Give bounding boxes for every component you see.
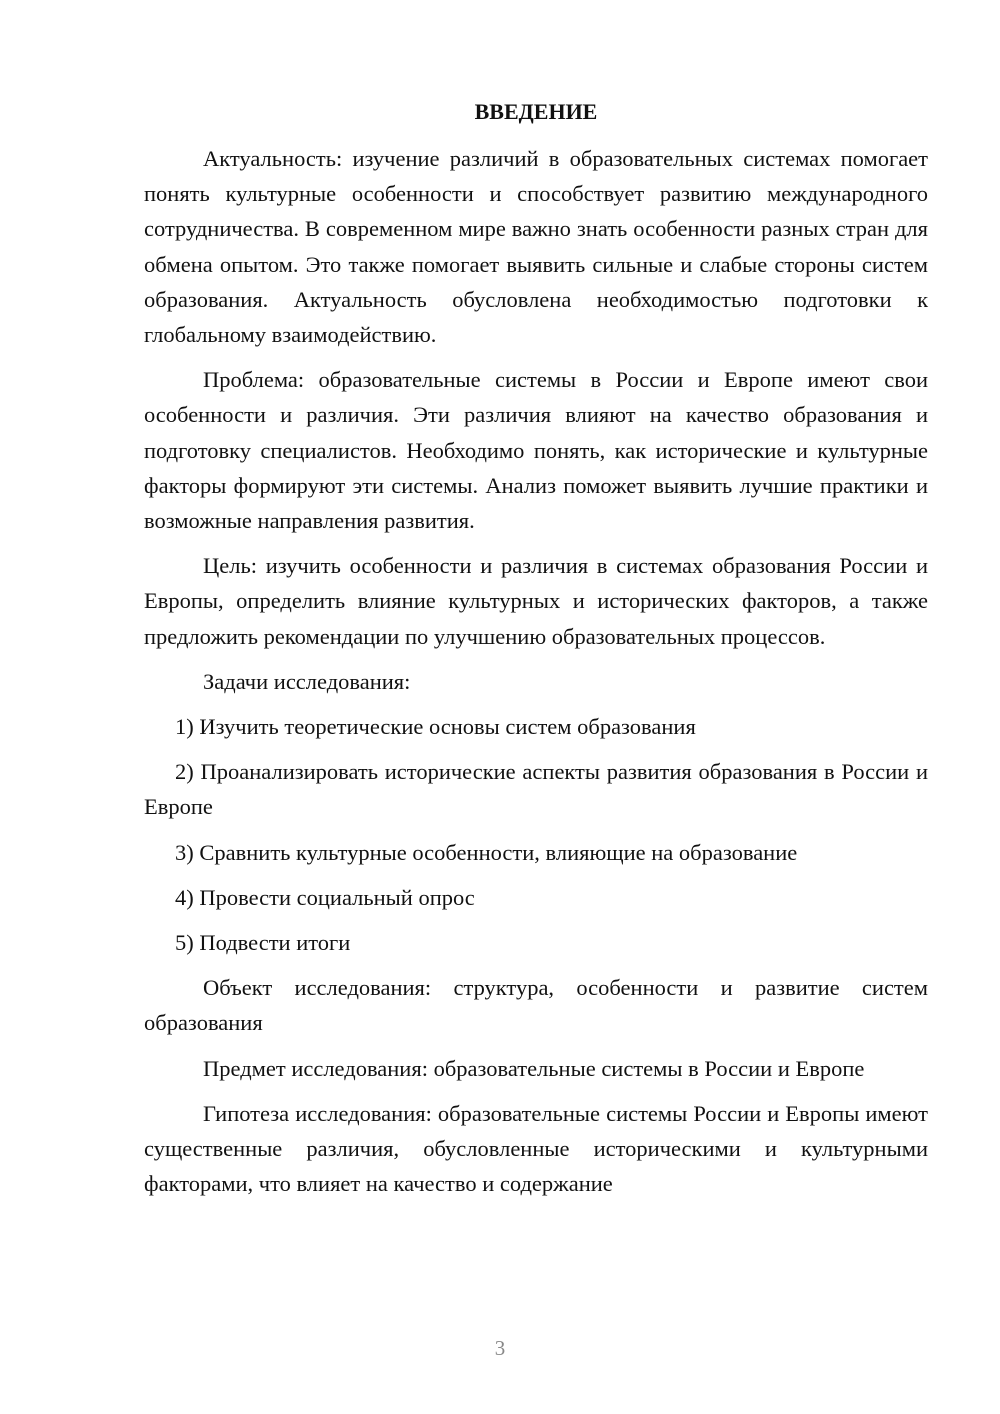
page-number: 3 [494,1336,506,1360]
task-item-4: 4) Провести социальный опрос [175,884,475,910]
page-content [144,94,928,1211]
subject-paragraph: Предмет исследования: образовательные системы в России и Европе [203,1055,865,1081]
relevance-paragraph: Актуальность: изучение различий в образовательных системах помогает понять культурные особенности и способствует развитию международного сотрудничества. В современном мире важно знать особенности разных стран для обмена опытом. Это также помогает выявить сильные и слабые стороны систем образования. Актуальность обусловлена необходимостью подготовки к глобальному взаимодействию. [144,146,928,348]
problem-paragraph: Проблема: образовательные системы в России и Европе имеют свои особенности и различия. Эти различия влияют на качество образования и подготовку специалистов. Необходимо понять, как исторические и культурные факторы формируют эти системы. Анализ поможет выявить лучшие практики и возможные направления развития. [144,367,928,534]
task-item-2: 2) Проанализировать исторические аспекты развития образования в России и Европе [144,759,928,820]
hypothesis-paragraph: Гипотеза исследования: образовательные системы России и Европы имеют существенные различия, обусловленные историческими и культурными факторами, что влияет на качество и содержание [144,1100,928,1197]
task-item-3: 3) Сравнить культурные особенности, влияющие на образование [175,839,798,865]
task-item-1: 1) Изучить теоретические основы систем образования [175,714,696,740]
tasks-heading: Задачи исследования: [203,668,411,694]
task-item-5: 5) Подвести итоги [175,930,351,956]
goal-paragraph: Цель: изучить особенности и различия в системах образования России и Европы, определить влияние культурных и исторических факторов, а также предложить рекомендации по улучшению образовательных процессов. [144,553,928,649]
section-title: ВВЕДЕНИЕ [474,99,598,124]
object-paragraph: Объект исследования: структура, особенности и развитие систем образования [144,975,928,1036]
